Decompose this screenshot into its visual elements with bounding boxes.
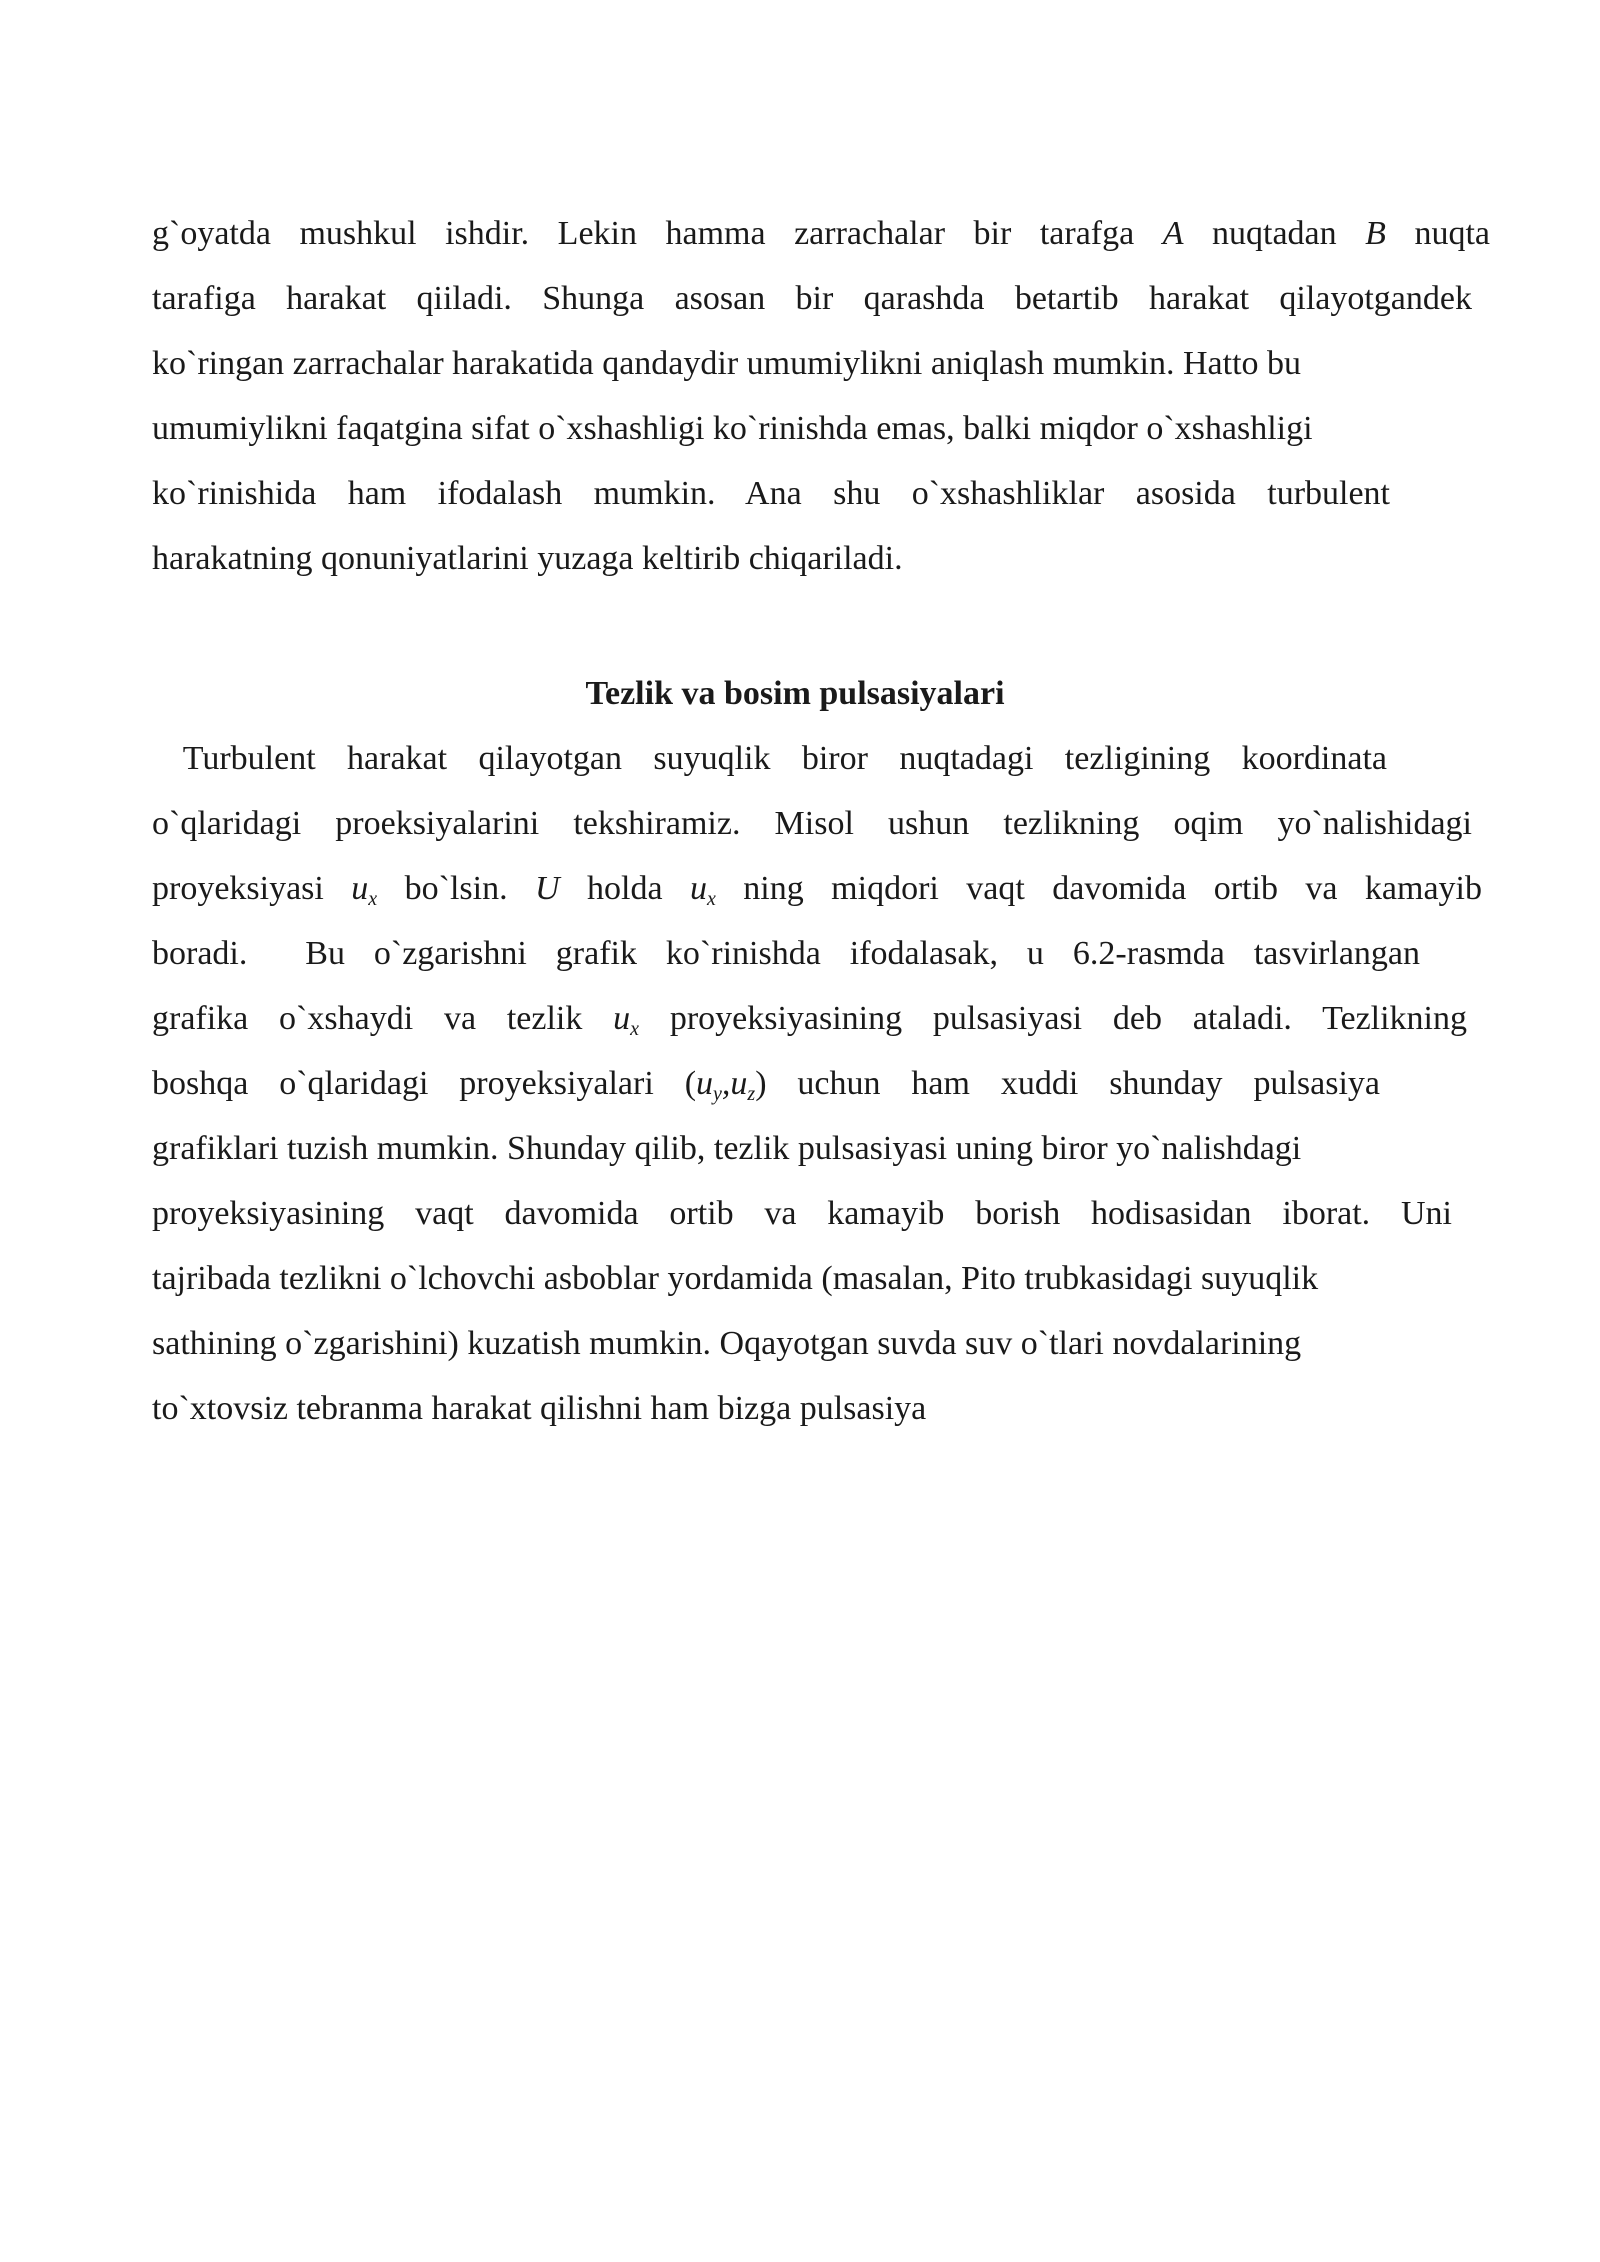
paragraph-2-line-4: boradi. Bu o`zgarishni grafik ko`rinishda ifodalasak, u 6.2-rasmda tasvirlangan xyxy=(152,935,1420,972)
paragraph-1-line-1: g`oyatda mushkul ishdir. Lekin hamma zarrachalar bir tarafga A nuqtadan B nuqta xyxy=(152,215,1490,252)
paragraph-2-line-8: proyeksiyasining vaqt davomida ortib va kamayib borish hodisasidan iborat. Uni xyxy=(152,1195,1452,1232)
paragraph-2-line-2: o`qlaridagi proeksiyalarini tekshiramiz. Misol ushun tezlikning oqim yo`nalishidagi xyxy=(152,805,1472,842)
paragraph-1-line-6: harakatning qonuniyatlarini yuzaga keltirib chiqariladi. xyxy=(152,540,903,577)
paragraph-2-line-9: tajribada tezlikni o`lchovchi asboblar yordamida (masalan, Pito trubkasidagi suyuqlik xyxy=(152,1260,1319,1297)
paragraph-2-line-3: proyeksiyasi $u_x$ bo`lsin. U holda $u_x$ ning miqdori vaqt davomida ortib va kamayib xyxy=(152,870,1482,910)
paragraph-2-line-7: grafiklari tuzish mumkin. Shunday qilib, tezlik pulsasiyasi uning biror yo`nalishdagi xyxy=(152,1130,1302,1167)
paragraph-2-line-5: grafika o`xshaydi va tezlik $u_x$ proyeksiyasining pulsasiyasi deb ataladi. Tezlikning xyxy=(152,1000,1467,1040)
paragraph-2-line-10: sathining o`zgarishini) kuzatish mumkin. Oqayotgan suvda suv o`tlari novdalarining xyxy=(152,1325,1302,1362)
paragraph-2-line-1: Turbulent harakat qilayotgan suyuqlik biror nuqtadagi tezligining koordinata xyxy=(152,740,1387,777)
paragraph-1-line-3: ko`ringan zarrachalar harakatida qandaydir umumiylikni aniqlash mumkin. Hatto bu xyxy=(152,345,1302,382)
paragraph-2-line-6: boshqa o`qlaridagi proyeksiyalari $(u_y,u_z)$ uchun ham xuddi shunday pulsasiya xyxy=(152,1065,1380,1105)
paragraph-1-line-2: tarafiga harakat qiiladi. Shunga asosan bir qarashda betartib harakat qilayotgandek xyxy=(152,280,1472,317)
section-heading: Tezlik va bosim pulsasiyalari xyxy=(585,675,1005,712)
variable-b: B xyxy=(1365,215,1386,252)
paragraph-1-line-5: ko`rinishida ham ifodalash mumkin. Ana shu o`xshashliklar asosida turbulent xyxy=(152,475,1390,512)
paragraph-1-line-4: umumiylikni faqatgina sifat o`xshashligi ko`rinishda emas, balki miqdor o`xshashligi xyxy=(152,410,1313,447)
paragraph-2-line-11: to`xtovsiz tebranma harakat qilishni ham bizga pulsasiya xyxy=(152,1390,927,1427)
variable-a: A xyxy=(1162,215,1184,252)
